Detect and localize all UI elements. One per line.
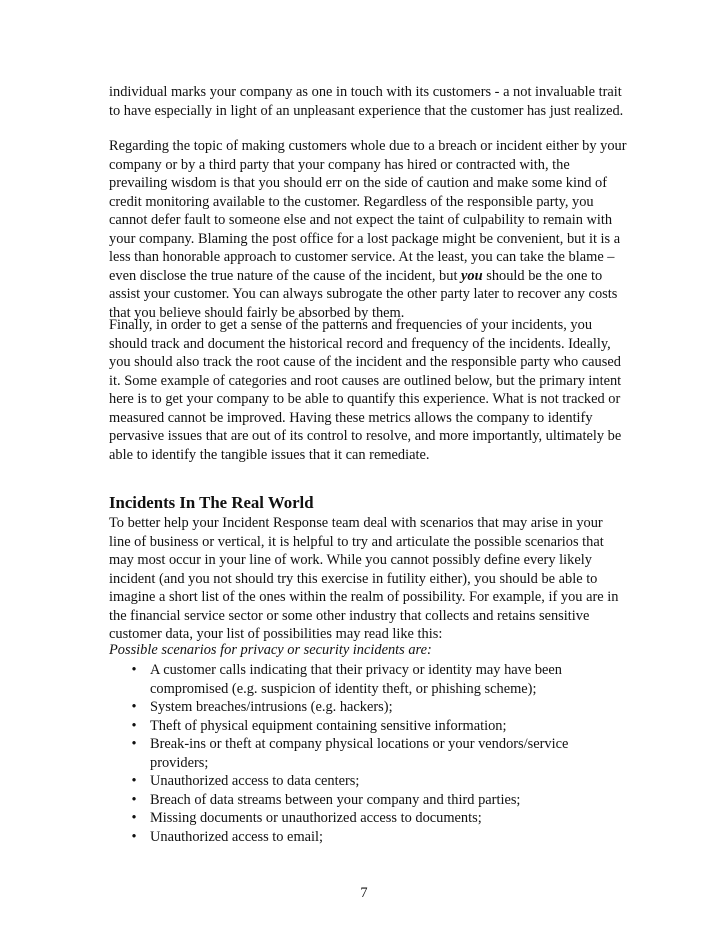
text-line: should track and document the historical record and frequency of the incidents. Ideally, (109, 335, 611, 352)
text-line: cannot defer fault to someone else and not expect the taint of culpability to remain with (109, 212, 613, 228)
text-line: pervasive issues that are out of its control to resolve, and more importantly, ultimately be (109, 428, 622, 444)
list-item-text: Theft of physical equipment containing sensitive information; (150, 717, 507, 734)
text-line: your company. Blaming the post office for a lost package might be convenient, but it is a (109, 230, 621, 247)
list-item (109, 828, 629, 847)
text-line: individual marks your company as one in touch with its customers - a not invaluable trait (109, 84, 622, 100)
list-item (109, 809, 629, 828)
text-line: it. Some example of categories and root causes are outlined below, but the primary intent (109, 372, 622, 389)
section-heading: Incidents In The Real World (109, 493, 314, 512)
list-item (109, 661, 629, 698)
list-item-text: Breach of data streams between your company and third parties; (150, 791, 521, 808)
list-item (109, 772, 629, 791)
paragraph-scenarios (109, 514, 629, 644)
list-item-text: System breaches/intrusions (e.g. hackers); (150, 699, 393, 715)
list-item (109, 735, 629, 772)
text-line: less than honorable approach to customer service. At the least, you can take the blame – (109, 249, 615, 265)
list-item-text: Missing documents or unauthorized access to documents; (150, 810, 482, 826)
list-item-text: A customer calls indicating that their privacy or identity may have been compromised (e.g. suspicion of identity theft, or phishing scheme); (150, 662, 563, 697)
text-line: To better help your Incident Response team deal with scenarios that may arise in your (109, 515, 603, 531)
text-line: imagine a short list of the ones within the realm of possibility. For example, if you are in (109, 589, 619, 605)
text-line: Finally, in order to get a sense of the patterns and frequencies of your incidents, you (109, 317, 593, 333)
list-item-text: Unauthorized access to email; (150, 828, 324, 845)
paragraph-customer-whole (109, 137, 629, 322)
text-segment: even disclose the true nature of the cause of the incident, but (109, 267, 462, 284)
text-line: the financial service sector or some other industry that collects and retains sensitive (109, 607, 590, 624)
text-line: customer data, your list of possibilities may read like this: (109, 626, 443, 642)
scenario-list (109, 661, 629, 846)
bullet-icon: • (131, 773, 137, 789)
text-line: here is to get your company to be able to quantify this experience. What is not tracked or (109, 391, 621, 407)
text-line: company or by a third party that your company has hired or contracted with, the (109, 156, 570, 173)
text-line: assist your customer. You can always subrogate the other party later to recover any costs (109, 286, 618, 302)
text-line: line of business or vertical, it is helpful to try and articulate the possible scenarios that (109, 533, 604, 550)
text-line: incident (and you not should try this exercise in futility either), you should be able to (109, 570, 598, 587)
paragraph-tracking (109, 316, 629, 464)
text-segment: should be the one to (482, 267, 603, 284)
text-line: may most occur in your line of work. While you cannot possibly define every likely (109, 552, 592, 568)
text-line (109, 267, 629, 286)
bullet-icon: • (131, 717, 137, 734)
text-line: measured cannot be improved. Having these metrics allows the company to identify (109, 409, 593, 426)
bullet-icon: • (131, 736, 137, 752)
text-line: prevailing wisdom is that you should err on the side of caution and make some kind of (109, 175, 607, 191)
text-line: that you believe should fairly be absorbed by them. (109, 304, 405, 321)
page-number: 7 (360, 885, 368, 901)
text-line: you should also track the root cause of the incident and the responsible party who caused (109, 354, 621, 370)
list-item (109, 717, 629, 736)
list-item-text: Break-ins or theft at company physical locations or your vendors/service providers; (150, 736, 569, 771)
text-line: able to identify the tangible issues that it can remediate. (109, 446, 430, 463)
list-item-text: Unauthorized access to data centers; (150, 773, 360, 789)
list-intro: Possible scenarios for privacy or security incidents are: (109, 642, 432, 658)
bullet-icon: • (131, 791, 137, 808)
bullet-icon: • (131, 662, 137, 678)
list-item (109, 791, 629, 810)
emphasis-you: you (461, 267, 483, 284)
text-line: credit monitoring available to the customer. Regardless of the responsible party, you (109, 193, 594, 210)
text-line: Regarding the topic of making customers whole due to a breach or incident either by your (109, 138, 627, 154)
text-line: to have especially in light of an unpleasant experience that the customer has just realized. (109, 102, 624, 119)
bullet-icon: • (131, 810, 137, 826)
bullet-icon: • (131, 699, 137, 715)
paragraph-continued (109, 83, 629, 120)
bullet-icon: • (131, 828, 137, 845)
list-item (109, 698, 629, 717)
